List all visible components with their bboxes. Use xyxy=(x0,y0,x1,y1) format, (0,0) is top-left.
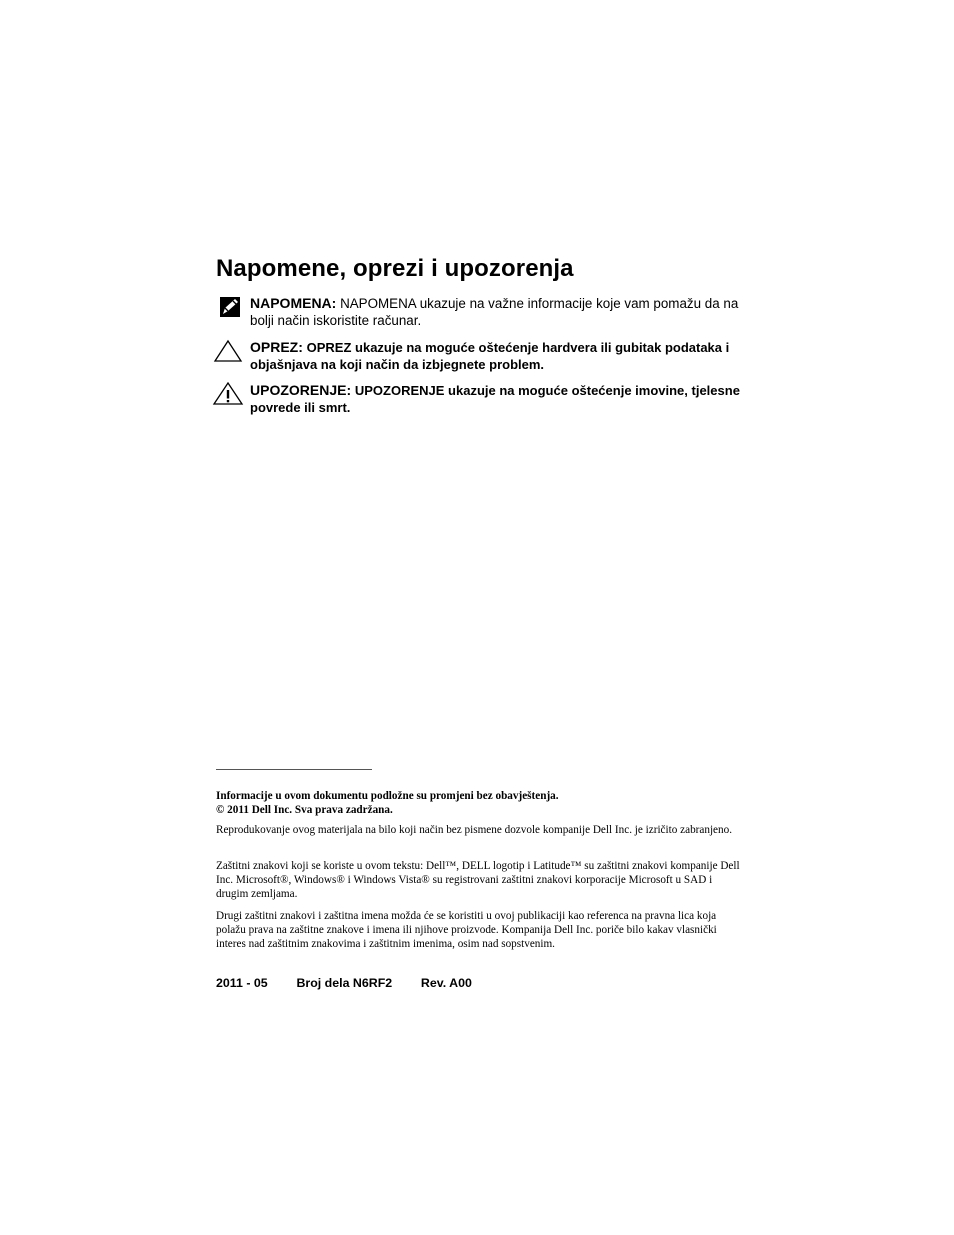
warning-label: UPOZORENJE: xyxy=(250,382,352,398)
caution-triangle-icon xyxy=(212,339,246,363)
document-date: 2011 - 05 xyxy=(216,976,268,990)
note-notice xyxy=(212,295,752,329)
warning-notice xyxy=(212,382,752,416)
legal-copyright: © 2011 Dell Inc. Sva prava zadržana. xyxy=(216,804,393,816)
document-info xyxy=(216,976,472,990)
warning-exclamation-icon xyxy=(212,382,246,406)
warning-text: UPOZORENJE ukazuje na moguće oštećenje imovine, tjelesne povrede ili smrt. xyxy=(250,383,740,415)
document-revision: Rev. A00 xyxy=(420,976,472,990)
legal-trademarks: Zaštitni znakovi koji se koriste u ovom tekstu: Dell™, DELL logotip i Latitude™ su zaštitni znakovi kompanije Dell Inc. Microsoft®, Windows® i Windows Vista® su registrovani zaštitni znakovi korporacije Microsoft u SAD i drugim zemljama. xyxy=(216,860,740,900)
note-text: NAPOMENA ukazuje na važne informacije koje vam pomažu da na bolji način iskoristite računar. xyxy=(250,296,739,328)
legal-reproduction: Reprodukovanje ovog materijala na bilo koji način bez pismene dozvole kompanije Dell Inc. je izričito zabranjeno. xyxy=(216,824,733,836)
page-title: Napomene, oprezi i upozorenja xyxy=(216,255,574,282)
caution-label: OPREZ: xyxy=(250,339,303,355)
legal-notice-change: Informacije u ovom dokumentu podložne su promjeni bez obavještenja. xyxy=(216,790,559,802)
note-pencil-icon xyxy=(212,295,246,319)
note-label: NAPOMENA: xyxy=(250,295,337,311)
document-part-number: Broj dela N6RF2 xyxy=(296,976,393,990)
footer-divider xyxy=(216,769,372,770)
caution-text: OPREZ ukazuje na moguće oštećenje hardvera ili gubitak podataka i objašnjava na koji način da izbjegnete problem. xyxy=(250,340,730,372)
legal-other-trademarks: Drugi zaštitni znakovi i zaštitna imena možda će se koristiti u ovoj publikaciji kao referenca na pravna lica koja polažu prava na zaštitne znakove i imena ili njihove proizvode. Kompanija Dell Inc. poriče bilo kakav vlasnički interes nad zaštitnim znakovima i zaštitnim imenima, osim nad sopstvenim. xyxy=(216,910,717,950)
caution-notice xyxy=(212,339,752,373)
